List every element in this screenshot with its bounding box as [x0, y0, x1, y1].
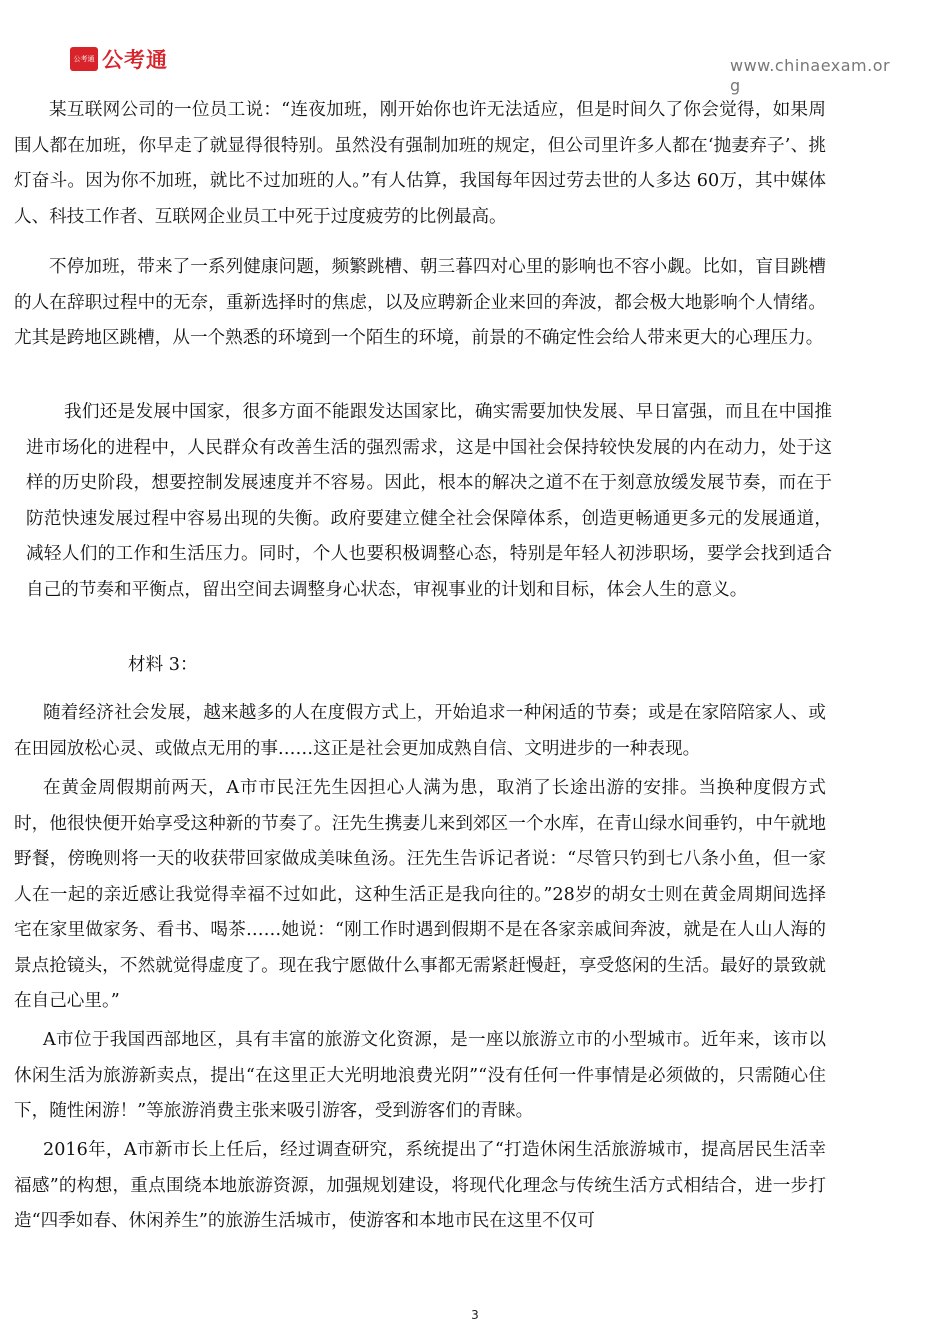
logo-text: 公考通 [102, 48, 168, 72]
paragraph-1: 某互联网公司的一位员工说：“连夜加班，刚开始你也许无法适应，但是时间久了你会觉得，如果周围人都在加班，你早走了就显得很特别。虽然没有强制加班的规定，但公司里许多人都在‘抛妻弃子’、挑灯奋斗。因为你不加班，就比不过加班的人。”有人估算，我国每年因过劳去世的人多达 60万，其中媒体人、科技工作者、互联网企业员工中死于过度疲劳的比例最高。 [14, 100, 826, 227]
paragraph-3: 我们还是发展中国家，很多方面不能跟发达国家比，确实需要加快发展、早日富强，而且在中国推进市场化的进程中，人民群众有改善生活的强烈需求，这是中国社会保持较快发展的内在动力，处于这样的历史阶段，想要控制发展速度并不容易。因此，根本的解决之道不在于刻意放缓发展节奏，而在于防范快速发展过程中容易出现的失衡。政府要建立健全社会保障体系，创造更畅通更多元的发展通道，减轻人们的工作和生活压力。同时，个人也要积极调整心态，特别是年轻人初涉职场，要学会找到适合自己的节奏和平衡点，留出空间去调整身心状态，审视事业的计划和目标，体会人生的意义。 [26, 402, 832, 600]
logo-badge-icon: 公考通 [70, 47, 98, 71]
paragraph-4: 随着经济社会发展，越来越多的人在度假方式上，开始追求一种闲适的节奏；或是在家陪陪家人、或在田园放松心灵、或做点无用的事……这正是社会更加成熟自信、文明进步的一种表现。 [14, 703, 826, 759]
brand-logo [70, 44, 168, 74]
site-url[interactable]: www.chinaexam.org [730, 56, 891, 95]
paragraph-5: 在黄金周假期前两天，A市市民汪先生因担心人满为患，取消了长途出游的安排。当换种度假方式时，他很快便开始享受这种新的节奏了。汪先生携妻儿来到郊区一个水库，在青山绿水间垂钓，中午就地野餐，傍晚则将一天的收获带回家做成美味鱼汤。汪先生告诉记者说：“尽管只钓到七八条小鱼，但一家人在一起的亲近感让我觉得幸福不过如此，这种生活正是我向往的。”28岁的胡女士则在黄金周期间选择宅在家里做家务、看书、喝茶……她说：“刚工作时遇到假期不是在各家亲戚间奔波，就是在人山人海的景点抢镜头，不然就觉得虚度了。现在我宁愿做什么事都无需紧赶慢赶，享受悠闲的生活。最好的景致就在自己心里。” [14, 778, 826, 1011]
paragraph-7: 2016年，A市新市长上任后，经过调查研究，系统提出了“打造休闲生活旅游城市，提高居民生活幸福感”的构想，重点围绕本地旅游资源，加强规划建设，将现代化理念与传统生活方式相结合，进一步打造“四季如春、休闲养生”的旅游生活城市，使游客和本地市民在这里不仅可 [14, 1140, 826, 1231]
material-heading: 材料 3： [128, 655, 198, 675]
paragraph-2: 不停加班，带来了一系列健康问题，频繁跳槽、朝三暮四对心里的影响也不容小觑。比如，盲目跳槽的人在辞职过程中的无奈，重新选择时的焦虑，以及应聘新企业来回的奔波，都会极大地影响个人情绪。尤其是跨地区跳槽，从一个熟悉的环境到一个陌生的环境，前景的不确定性会给人带来更大的心理压力。 [14, 257, 826, 348]
page-number: 3 [471, 1308, 479, 1322]
paragraph-6: A市位于我国西部地区，具有丰富的旅游文化资源，是一座以旅游立市的小型城市。近年来，该市以休闲生活为旅游新卖点，提出“在这里正大光明地浪费光阴”“没有任何一件事情是必须做的，只需随心住下，随性闲游！”等旅游消费主张来吸引游客，受到游客们的青睐。 [14, 1030, 826, 1121]
